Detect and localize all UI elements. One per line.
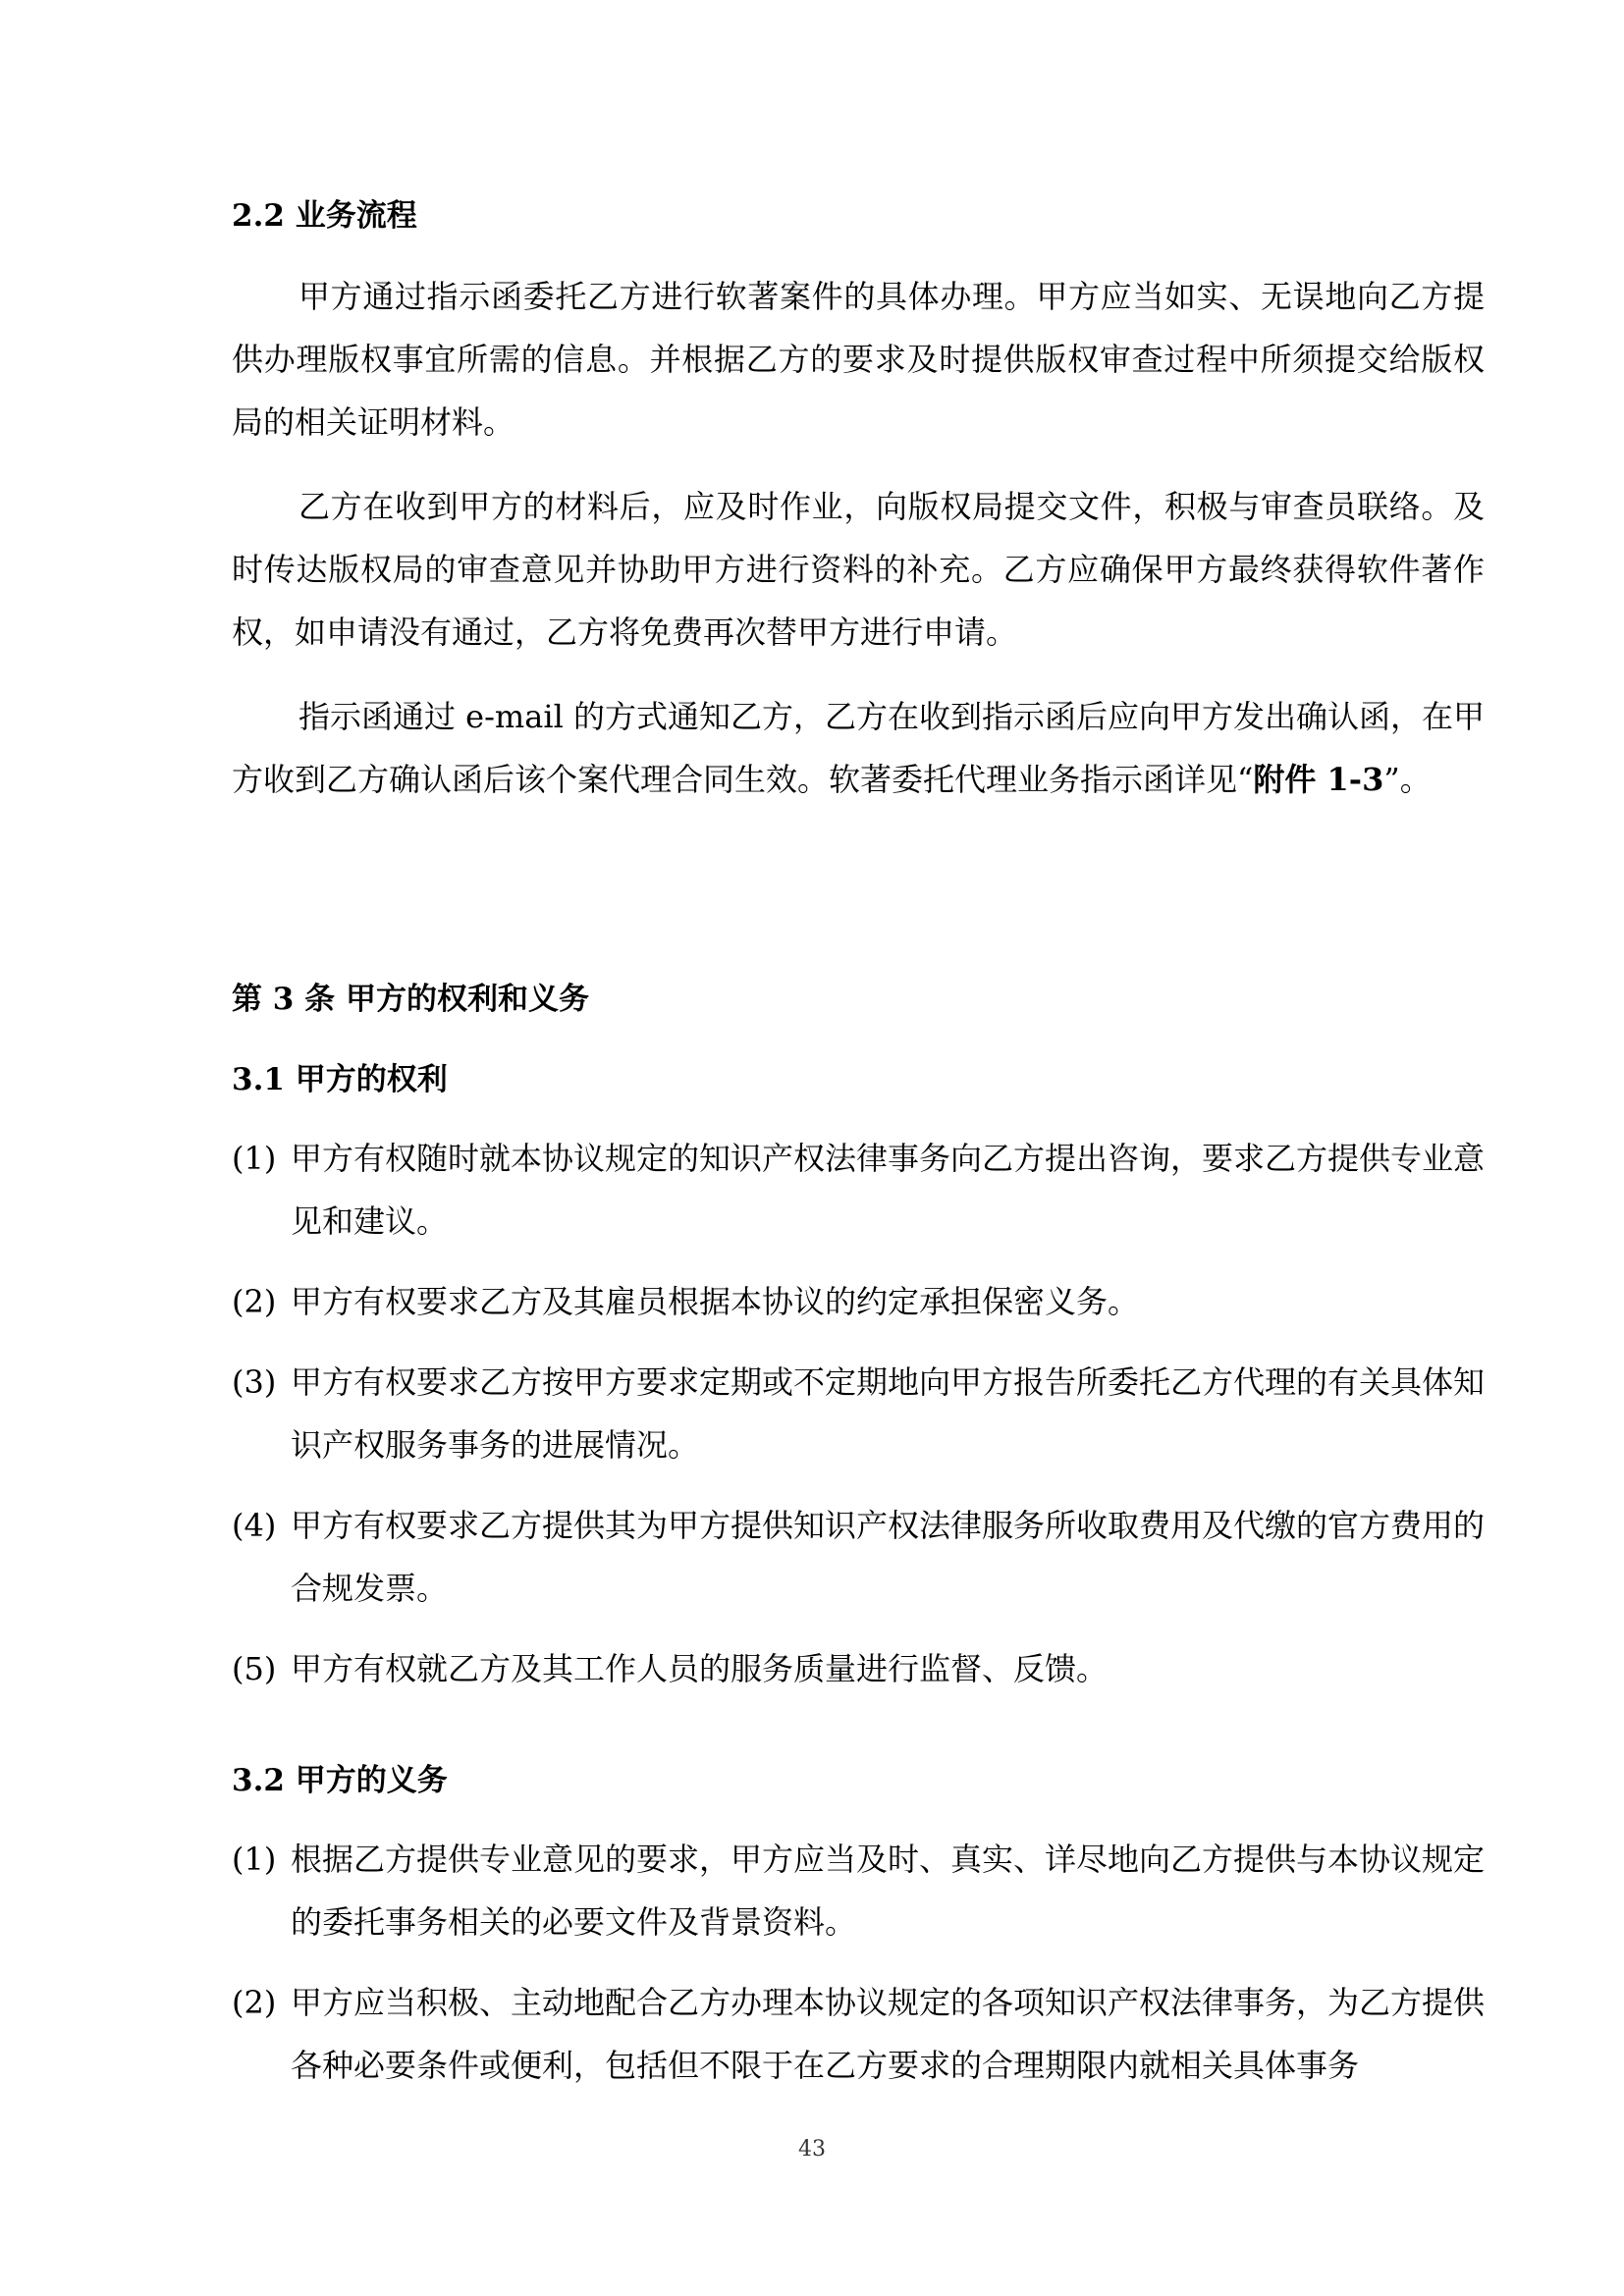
rights-list-item: [232, 1637, 1485, 1700]
list-number: (1): [232, 1140, 277, 1177]
obligations-list-item: [232, 1828, 1485, 1953]
section-2-2-paragraph-3: [232, 685, 1485, 811]
list-number: (1): [232, 1841, 277, 1878]
rights-list-item: [232, 1270, 1485, 1333]
section-2-2-heading: 2.2 业务流程: [232, 198, 417, 234]
list-number: (2): [232, 1283, 277, 1320]
section-2-2-paragraph-2: 乙方在收到甲方的材料后，应及时作业，向版权局提交文件，积极与审查员联络。及时传达版权局的审查意见并协助甲方进行资料的补充。乙方应确保甲方最终获得软件著作权，如申请没有通过，乙方将免费再次替甲方进行申请。: [232, 488, 1485, 651]
list-text: 甲方有权要求乙方按甲方要求定期或不定期地向甲方报告所委托乙方代理的有关具体知识产权服务事务的进展情况。: [291, 1363, 1486, 1464]
list-number: (4): [232, 1507, 277, 1544]
list-text: 甲方有权随时就本协议规定的知识产权法律事务向乙方提出咨询，要求乙方提供专业意见和建议。: [291, 1140, 1486, 1240]
paragraph-3-closing: ”。: [1383, 761, 1432, 798]
section-3-1-heading: 3.1 甲方的权利: [232, 1062, 448, 1097]
paragraph-3-text: 指示函通过 e-mail 的方式通知乙方，乙方在收到指示函后应向甲方发出确认函，在甲方收到乙方确认函后该个案代理合同生效。软著委托代理业务指示函详见“: [232, 698, 1485, 798]
list-number: (5): [232, 1650, 277, 1687]
rights-list-item: [232, 1127, 1485, 1253]
list-text: 甲方有权要求乙方及其雇员根据本协议的约定承担保密义务。: [291, 1283, 1140, 1320]
list-text: 甲方应当积极、主动地配合乙方办理本协议规定的各项知识产权法律事务，为乙方提供各种必要条件或便利，包括但不限于在乙方要求的合理期限内就相关具体事务: [291, 1984, 1486, 2084]
section-3-2-heading: 3.2 甲方的义务: [232, 1763, 448, 1798]
list-text: 甲方有权要求乙方提供其为甲方提供知识产权法律服务所收取费用及代缴的官方费用的合规发票。: [291, 1507, 1486, 1607]
obligations-list-item: [232, 1971, 1485, 2097]
list-number: (2): [232, 1984, 277, 2021]
rights-list-item: [232, 1494, 1485, 1620]
rights-list-item: [232, 1351, 1485, 1476]
page-number: 43: [798, 2137, 826, 2162]
article-3-heading: 第 3 条 甲方的权利和义务: [232, 982, 589, 1017]
section-2-2-paragraph-1: 甲方通过指示函委托乙方进行软著案件的具体办理。甲方应当如实、无误地向乙方提供办理版权事宜所需的信息。并根据乙方的要求及时提供版权审查过程中所须提交给版权局的相关证明材料。: [232, 278, 1485, 441]
list-text: 甲方有权就乙方及其工作人员的服务质量进行监督、反馈。: [291, 1650, 1109, 1687]
list-text: 根据乙方提供专业意见的要求，甲方应当及时、真实、详尽地向乙方提供与本协议规定的委托事务相关的必要文件及背景资料。: [291, 1841, 1486, 1941]
appendix-reference: 附件 1-3: [1253, 761, 1384, 798]
list-number: (3): [232, 1363, 277, 1401]
